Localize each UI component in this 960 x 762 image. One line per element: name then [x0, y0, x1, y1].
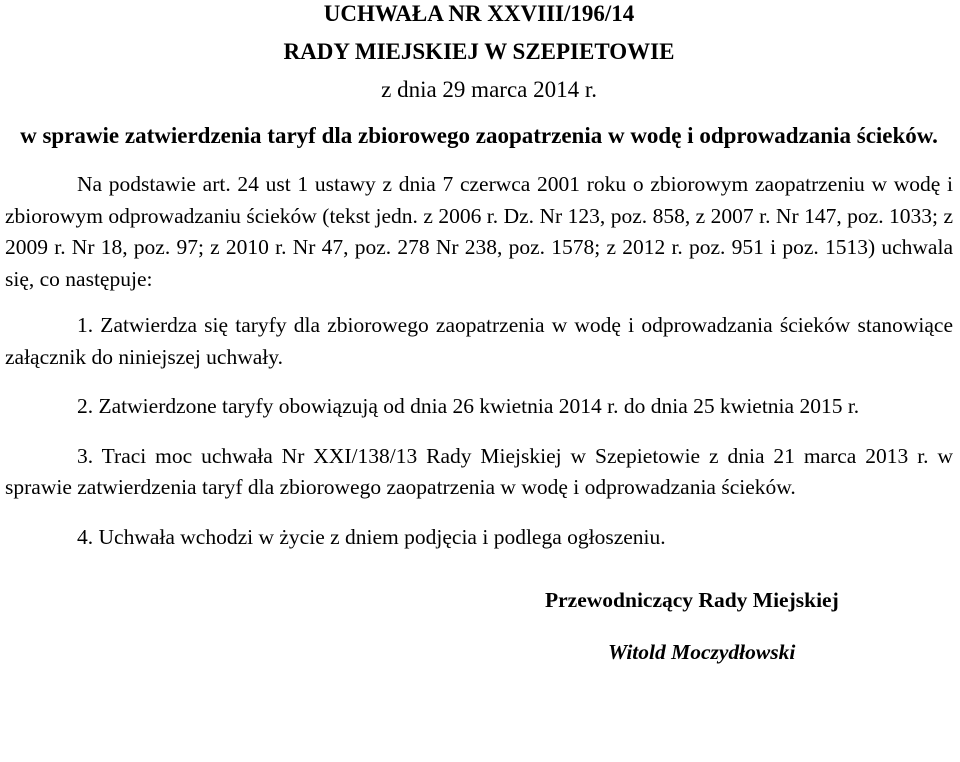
paragraph-2: 2. Zatwierdzone taryfy obowiązują od dnia 26 kwietnia 2014 r. do dnia 25 kwietnia 2015 r. — [77, 394, 860, 418]
resolution-subject: w sprawie zatwierdzenia taryf dla zbiorowego zaopatrzenia w wodę i odprowadzania ścieków. — [20, 123, 938, 148]
legal-basis-preamble: Na podstawie art. 24 ust 1 ustawy z dnia 7 czerwca 2001 roku o zbiorowym zaopatrzeniu w wodę i zbiorowym odprowadzaniu ścieków (tekst jedn. z 2006 r. Dz. Nr 123, poz. 858, z 2007 r. Nr 147, poz. 1033; z 2009 r. Nr 18, poz. 97; z 2010 r. Nr 47, poz. 278 Nr 238, poz. 1578; z 2012 r. poz. 951 i poz. 1513) uchwala się, co następuje: — [5, 172, 953, 291]
signature-title: Przewodniczący Rady Miejskiej — [545, 588, 839, 612]
signature-name: Witold Moczydłowski — [608, 640, 796, 664]
paragraph-3: 3. Traci moc uchwała Nr XXI/138/13 Rady Miejskiej w Szepietowie z dnia 21 marca 2013 r. w sprawie zatwierdzenia taryf dla zbiorowego zaopatrzenia w wodę i odprowadzania ścieków. — [5, 443, 953, 499]
paragraph-4: 4. Uchwała wchodzi w życie z dniem podjęcia i podlega ogłoszeniu. — [77, 524, 666, 549]
resolution-document — [5, 0, 953, 667]
paragraph-1: 1. Zatwierdza się taryfy dla zbiorowego zaopatrzenia w wodę i odprowadzania ścieków stanowiące załącznik do niniejszej uchwały. — [5, 313, 953, 369]
resolution-number: UCHWAŁA NR XXVIII/196/14 — [323, 1, 635, 26]
council-name: RADY MIEJSKIEJ W SZEPIETOWIE — [283, 39, 675, 64]
resolution-date: z dnia 29 marca 2014 r. — [381, 77, 597, 102]
